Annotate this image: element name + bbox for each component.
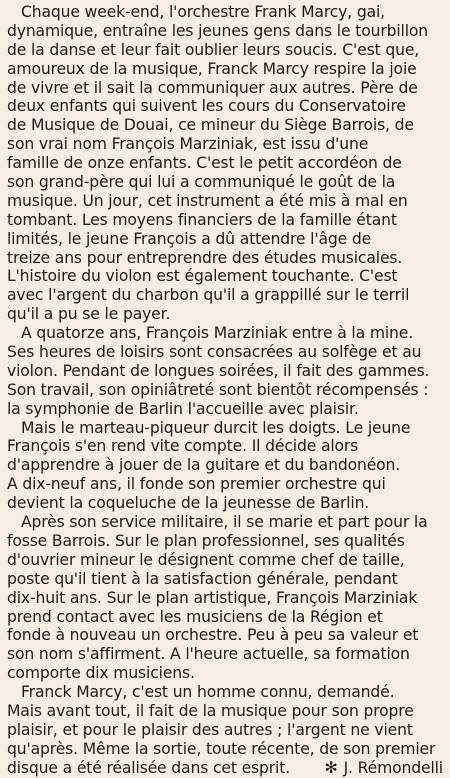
text-line: son nom s'affirment. A l'heure actuelle, sa formation [7, 645, 410, 664]
text-line: A dix-neuf ans, il fonde son premier orchestre qui [7, 475, 386, 494]
text-line: tombant. Les moyens financiers de la famille étant [7, 210, 397, 229]
text-line: François s'en rend vite compte. Il décide alors [7, 437, 359, 456]
text-line: plaisir, et pour le plaisir des autres ; l'argent ne vient [7, 720, 413, 739]
text-line: dynamique, entraîne les jeunes gens dans le tourbillon [7, 21, 429, 40]
text-line: Mais le marteau-piqueur durcit les doigts. Le jeune [21, 418, 411, 437]
article-body [7, 3, 443, 778]
text-line: comporte dix musiciens. [7, 664, 195, 683]
text-line: son vrai nom François Marziniak, est issu d'une [7, 135, 369, 154]
text-line: limités, le jeune François a dû attendre l'âge de [7, 229, 372, 248]
article-paragraph [7, 683, 443, 777]
text-line: Ses heures de loisirs sont consacrées au solfège et au [7, 343, 422, 362]
text-line: famille de onze enfants. C'est le petit accordéon de [7, 154, 402, 173]
article-paragraph [7, 513, 443, 683]
text-line: Mais avant tout, il fait de la musique pour son propre [7, 701, 414, 720]
article-paragraph [7, 419, 443, 513]
text-line: Son travail, son opiniâtreté sont bientôt récompensés : [7, 380, 429, 399]
text-line: devient la coqueluche de la jeunesse de Barlin. [7, 494, 370, 513]
text-line: de Musique de Douai, ce mineur du Siège Barrois, de [7, 116, 414, 135]
text-line: avec l'argent du charbon qu'il a grappillé sur le terril [7, 286, 410, 305]
text-line: treize ans pour entreprendre des études musicales. [7, 248, 403, 267]
text-line: A quatorze ans, François Marziniak entre à la mine. [21, 324, 414, 343]
asterisk-icon: ✻ [324, 757, 338, 777]
text-line: Après son service militaire, il se marie et part pour la [21, 513, 428, 532]
text-line: disque a été réalisée dans cet esprit. [7, 758, 290, 777]
text-line: prend contact avec les musiciens de la Région et [7, 607, 383, 626]
text-line: amoureux de la musique, Franck Marcy respire la joie [7, 59, 417, 78]
text-line: poste qu'il tient à la satisfaction générale, pendant [7, 569, 398, 588]
author-name: J. Rémondelli [343, 758, 443, 777]
text-line: qu'après. Même la sortie, toute récente, de son premier [7, 739, 436, 758]
text-line: de la danse et leur fait oublier leurs soucis. C'est que, [7, 40, 420, 59]
text-line: d'apprendre à jouer de la guitare et du bandonéon. [7, 456, 401, 475]
closing-line [7, 759, 443, 778]
text-line: musique. Un jour, cet instrument a été mis à mal en [7, 191, 408, 210]
text-line: fonde à nouveau un orchestre. Peu à peu sa valeur et [7, 626, 419, 645]
text-line: dix-huit ans. Sur le plan artistique, François Marziniak [7, 588, 418, 607]
text-line: Franck Marcy, c'est un homme connu, demandé. [21, 683, 395, 702]
text-line: deux enfants qui suivent les cours du Conservatoire [7, 97, 406, 116]
text-line: violon. Pendant de longues soirées, il fait des gammes. [7, 361, 430, 380]
text-line: de vivre et il sait la communiquer aux autres. Père de [7, 78, 418, 97]
text-line: Chaque week-end, l'orchestre Frank Marcy, gai, [21, 3, 385, 21]
text-line: L'histoire du violon est également touchante. C'est [7, 267, 398, 286]
text-line: d'ouvrier mineur le désignent comme chef de taille, [7, 550, 405, 569]
article-paragraph [7, 3, 443, 324]
author-signature [324, 759, 443, 778]
text-line: la symphonie de Barlin l'accueille avec plaisir. [7, 399, 359, 418]
article-paragraph [7, 324, 443, 418]
text-line: fosse Barrois. Sur le plan professionnel, ses qualités [7, 531, 405, 550]
text-line: qu'il a pu se le payer. [7, 305, 171, 324]
text-line: son grand-père qui lui a communiqué le goût de la [7, 173, 396, 192]
